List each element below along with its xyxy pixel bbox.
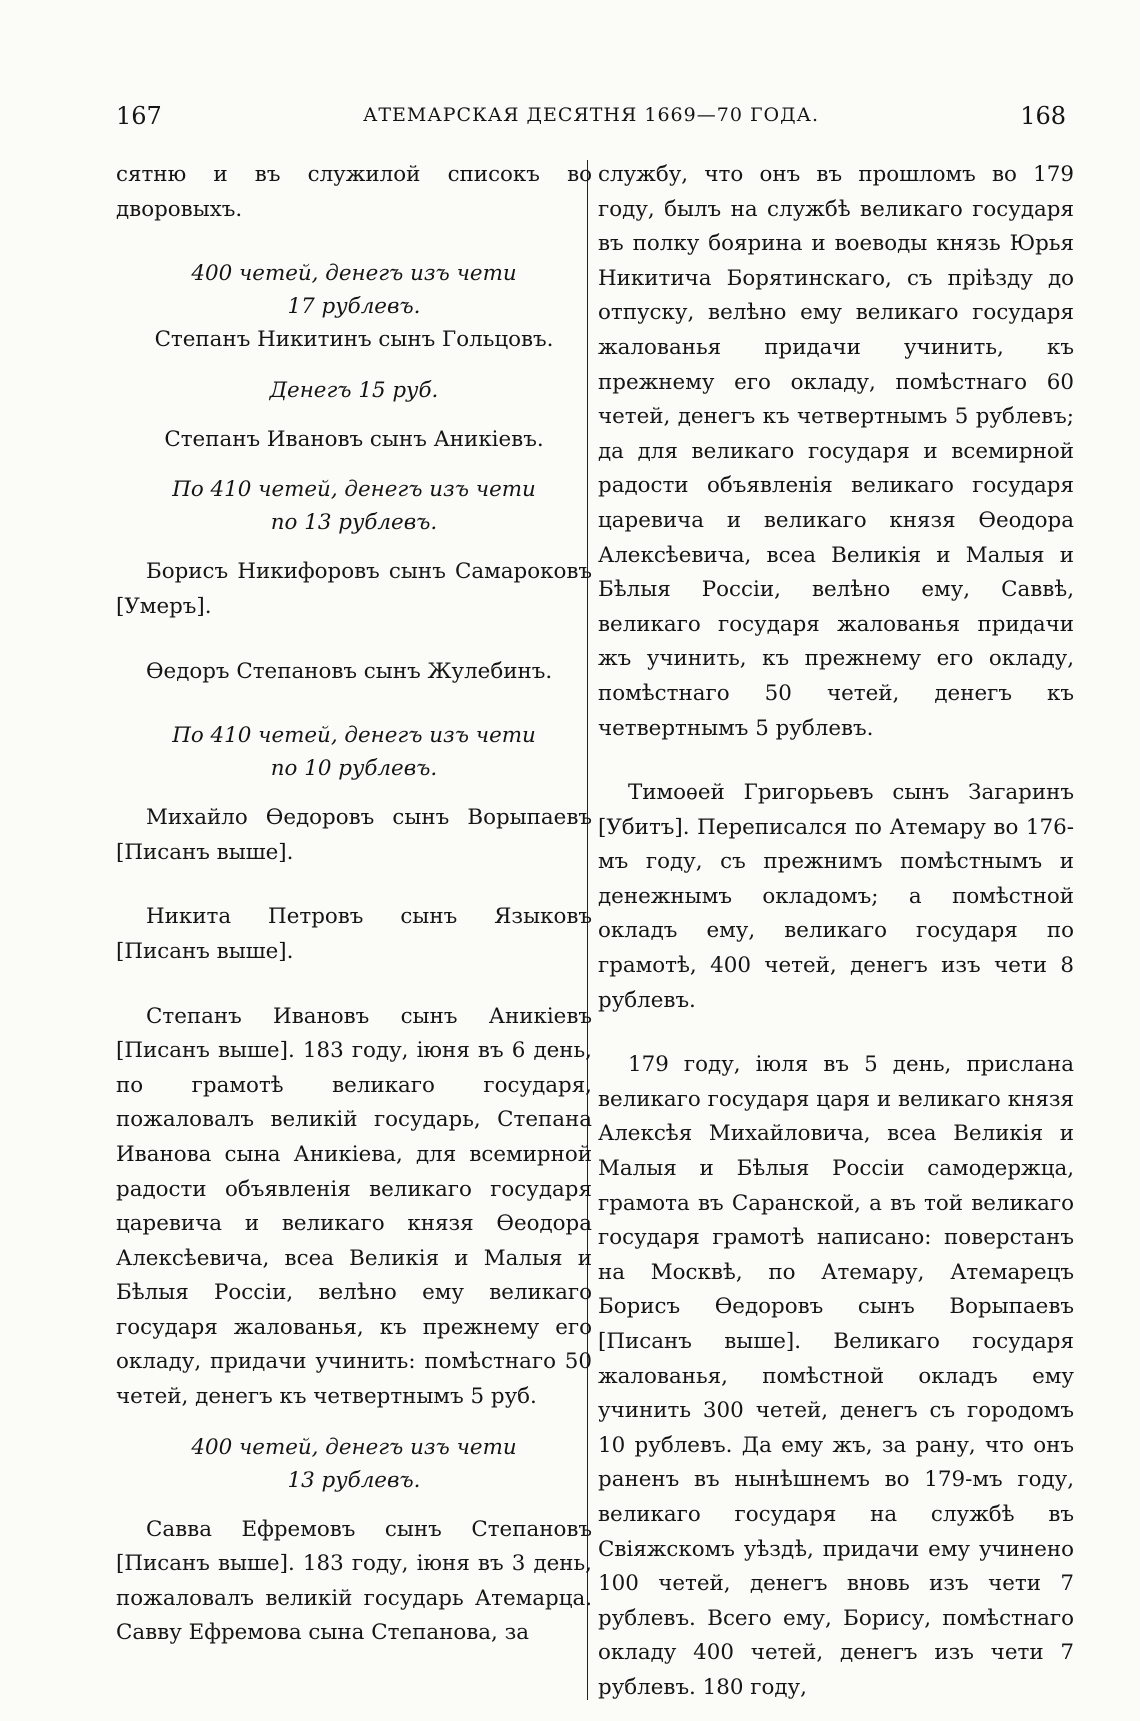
page-number-left: 167 — [116, 102, 162, 130]
heading-italic: По 410 четей, денегъ изъ чети — [172, 723, 536, 749]
entry: Степанъ Ивановъ сынъ Аникіевъ. — [164, 426, 544, 452]
heading-italic: 400 четей, денегъ изъ чети — [191, 1434, 517, 1460]
entry: Никита Петровъ сынъ Языковъ [Писанъ выше]. — [116, 904, 592, 964]
page-header — [116, 102, 1066, 142]
entry: Тимоѳей Григорьевъ сынъ Загаринъ [Убитъ]. Переписался по Атемару во 176-мъ году, съ прежнимъ помѣстнымъ и денежнымъ окладомъ; а помѣстной окладъ ему, великаго государя по грамотѣ, 400 четей, денегъ изъ чети 8 рублевъ. — [598, 780, 1074, 1013]
heading-italic: 13 рублевъ. — [287, 1467, 421, 1493]
heading-italic: по 13 рублевъ. — [270, 510, 438, 536]
page-number-right: 168 — [1020, 102, 1066, 130]
paragraph: службу, что онъ въ прошломъ во 179 году, былъ на службѣ великаго государя въ полку боярина и воеводы князь Юрья Никитича Борятинскаго, съ пріѣзду до отпуску, велѣно ему великаго государя жалованья придачи учинить, къ прежнему его окладу, помѣстнаго 60 четей, денегъ къ четвертнымъ 5 рублевъ; да для великаго государя и всемирной радости объявленія великаго государя царевича и великаго князя Ѳеодора Алексѣевича, всеа Великія и Малыя и Бѣлыя Россіи, велѣно ему, Саввѣ, великаго государя жалованья придачи жъ учинить, къ прежнему его окладу, помѣстнаго 50 четей, денегъ къ четвертнымъ 5 рублевъ. — [598, 162, 1074, 741]
running-title: АТЕМАРСКАЯ ДЕСЯТНЯ 1669—70 ГОДА. — [362, 104, 819, 126]
entry: Борисъ Никифоровъ сынъ Самароковъ [Умеръ]. — [116, 559, 592, 619]
heading-italic: Денегъ 15 руб. — [269, 377, 439, 403]
entry: Савва Ефремовъ сынъ Степановъ [Писанъ выше]. 183 году, іюня въ 3 день, пожаловалъ великій государь Атемарца. Савву Ефремова сына Степанова, за — [116, 1516, 592, 1646]
heading-italic: По 410 четей, денегъ изъ чети — [172, 477, 536, 503]
heading-italic: 400 четей, денегъ изъ чети — [191, 261, 517, 287]
heading-italic: по 10 рублевъ. — [270, 756, 438, 782]
heading-italic: 17 рублевъ. — [287, 294, 421, 320]
entry: Ѳедоръ Степановъ сынъ Жулебинъ. — [146, 658, 553, 684]
entry: Степанъ Никитинъ сынъ Гольцовъ. — [154, 327, 554, 353]
entry: 179 году, іюля въ 5 день, прислана великаго государя царя и великаго князя Алексѣя Михайловича, всеа Великія и Малыя и Бѣлыя Россіи самодержца, грамота въ Саранской, а въ той великаго государя грамотѣ написано: поверстанъ на Москвѣ, по Атемару, Атемарецъ Борисъ Ѳедоровъ сынъ Ворыпаевъ [Писанъ выше]. Великаго государя жалованья, помѣстной окладъ ему учинить 300 четей, денегъ съ городомъ 10 рублевъ. Да ему жъ, за рану, что онъ раненъ въ нынѣшнемъ во 179-мъ году, великаго государя на службѣ въ Свіяжскомъ уѣздѣ, придачи ему учинено 100 четей, денегъ вновь изъ чети 7 рублевъ. Всего ему, Борису, помѣстнаго окладу 400 четей, денегъ изъ чети 7 рублевъ. 180 году, — [598, 1052, 1074, 1700]
entry: Степанъ Ивановъ сынъ Аникіевъ [Писанъ выше]. 183 году, іюня въ 6 день, по грамотѣ великаго государя, пожаловалъ великій государь, Степана Иванова сына Аникіева, для всемирной радости объявленія великаго государя царевича и великаго князя Ѳеодора Алексѣевича, всеа Великія и Малыя и Бѣлыя Россіи, велѣно ему великаго государя жалованья, къ прежнему его окладу, придачи учинить: помѣстнаго 50 четей, денегъ къ четвертнымъ 5 руб. — [116, 1003, 592, 1410]
left-column — [116, 158, 592, 1651]
entry: Михайло Ѳедоровъ сынъ Ворыпаевъ [Писанъ выше]. — [116, 805, 592, 865]
paragraph: сятню и въ служилой списокъ во дворовыхъ. — [116, 162, 592, 222]
right-column — [598, 158, 1074, 1706]
